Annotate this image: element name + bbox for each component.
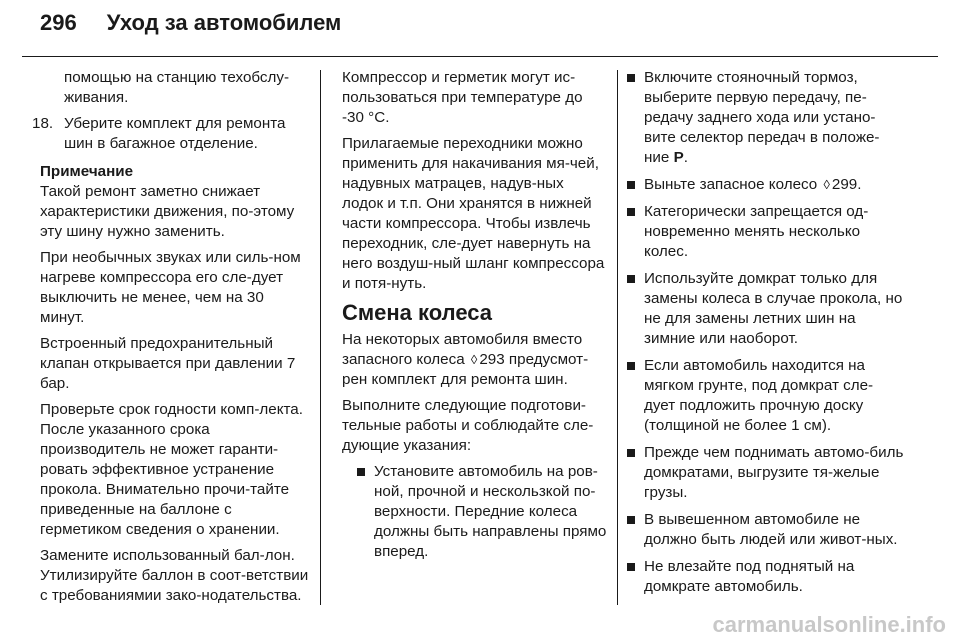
- list-item: [624, 356, 904, 436]
- list-item: [624, 202, 904, 262]
- page-title: Уход за автомобилем: [106, 10, 342, 35]
- list-item-text: [644, 175, 861, 195]
- step-18: [32, 114, 310, 154]
- note-paragraph: При необычных звуках или силь-ном нагреве компрессора его сле-дует выключить не менее, чем на 30 минут.: [40, 249, 301, 326]
- header-divider: [22, 56, 938, 57]
- column-1: [32, 68, 310, 612]
- paragraph: Компрессор и герметик могут ис-пользоваться при температуре до -30 °C.: [342, 69, 583, 126]
- list-item: [354, 462, 607, 562]
- page-number: 296: [40, 10, 77, 35]
- list-item-text: Не влезайте под поднятый на домкрате автомобиль.: [644, 558, 855, 595]
- bullet-square-icon: [354, 462, 374, 562]
- column-divider-1: [320, 70, 321, 605]
- page-reference-icon: ◊: [823, 177, 830, 192]
- list-item-text-end: .: [683, 149, 688, 166]
- list-item-text: Используйте домкрат только для замены колеса в случае прокола, но не для замены летних шин на зимние или наоборот.: [644, 270, 903, 347]
- bullet-square-icon: [624, 269, 644, 349]
- step-number: 18.: [32, 115, 54, 132]
- list-item: [624, 68, 904, 168]
- list-item: [624, 557, 904, 597]
- list-item: [624, 175, 904, 195]
- page-reference-icon: ◊: [470, 352, 478, 367]
- bullet-square-icon: [624, 202, 644, 262]
- note-title: Примечание: [40, 163, 134, 180]
- list-item-text-part: 299.: [831, 176, 862, 193]
- bullet-square-icon: [624, 175, 644, 195]
- paragraph: Прилагаемые переходники можно применить для накачивания мя-чей, надувных матрацев, надув-ных лодок и т.п. Они хранятся в нижней части компрессора. Чтобы извлечь переходник, сле-дует навернуть на него воздуш-ный шланг компрессора и потя-нуть.: [342, 135, 605, 292]
- bullet-square-icon: [624, 510, 644, 550]
- column-divider-2: [617, 70, 618, 605]
- list-item-text: Категорически запрещается од-новременно менять несколько колес.: [644, 203, 869, 260]
- bullet-square-icon: [624, 356, 644, 436]
- bullet-square-icon: [624, 443, 644, 503]
- gear-position: P: [673, 149, 684, 166]
- list-item-text: Прежде чем поднимать автомо-биль домкратами, выгрузите тя-желые грузы.: [644, 444, 904, 501]
- section-heading: Смена колеса: [342, 300, 493, 325]
- watermark: carmanualsonline.info: [712, 612, 946, 637]
- note-paragraph: Встроенный предохранительный клапан открывается при давлении 7 бар.: [40, 335, 296, 392]
- bullet-square-icon: [624, 557, 644, 597]
- paragraph-text: На некоторых автомобиля вместо запасного колеса: [342, 331, 583, 368]
- note-block: [32, 162, 310, 606]
- column-2: [342, 68, 607, 569]
- note-paragraph: Проверьте срок годности комп-лекта. После указанного срока производитель не может гаранти-ровать эффективное устранение прокола. Внимательно прочи-тайте приведенные на баллоне с герметиком сведения о хранении.: [40, 401, 303, 538]
- paragraph: [342, 330, 607, 390]
- paragraph-text: 293 предусмот-рен комплект для ремонта шин.: [342, 351, 589, 388]
- list-item: [624, 269, 904, 349]
- list-item-text-part: Выньте запасное колесо: [644, 176, 818, 193]
- list-item-text-part: Включите стояночный тормоз, выберите первую передачу, пе-редачу заднего хода или устано-вите селектор передач в положе-ние: [644, 69, 880, 166]
- list-item: [624, 510, 904, 550]
- bullet-square-icon: [624, 68, 644, 168]
- note-paragraph: Такой ремонт заметно снижает характеристики движения, по-этому эту шину нужно заменить.: [40, 183, 295, 240]
- step-continuation: помощью на станцию техобслу-живания.: [64, 69, 290, 106]
- step-text: Уберите комплект для ремонта шин в багажное отделение.: [64, 115, 286, 152]
- list-item-text: Установите автомобиль на ров-ной, прочной и нескользкой по-верхности. Передние колеса должны быть направлены прямо вперед.: [374, 463, 607, 560]
- column-3: [624, 68, 904, 604]
- list-item-text: [644, 68, 904, 168]
- note-paragraph: Замените использованный бал-лон. Утилизируйте баллон в соот-ветствии с требованиямии зако-нодательства.: [40, 547, 309, 604]
- page-header: [40, 10, 341, 36]
- bullet-list: [342, 462, 607, 562]
- paragraph: Выполните следующие подготови-тельные работы и соблюдайте сле-дующие указания:: [342, 397, 594, 454]
- list-item-text: Если автомобиль находится на мягком грунте, под домкрат сле-дует подложить прочную доску (толщиной не более 1 см).: [644, 357, 874, 434]
- list-item-text: В вывешенном автомобиле не должно быть людей или живот-ных.: [644, 511, 898, 548]
- list-item: [624, 443, 904, 503]
